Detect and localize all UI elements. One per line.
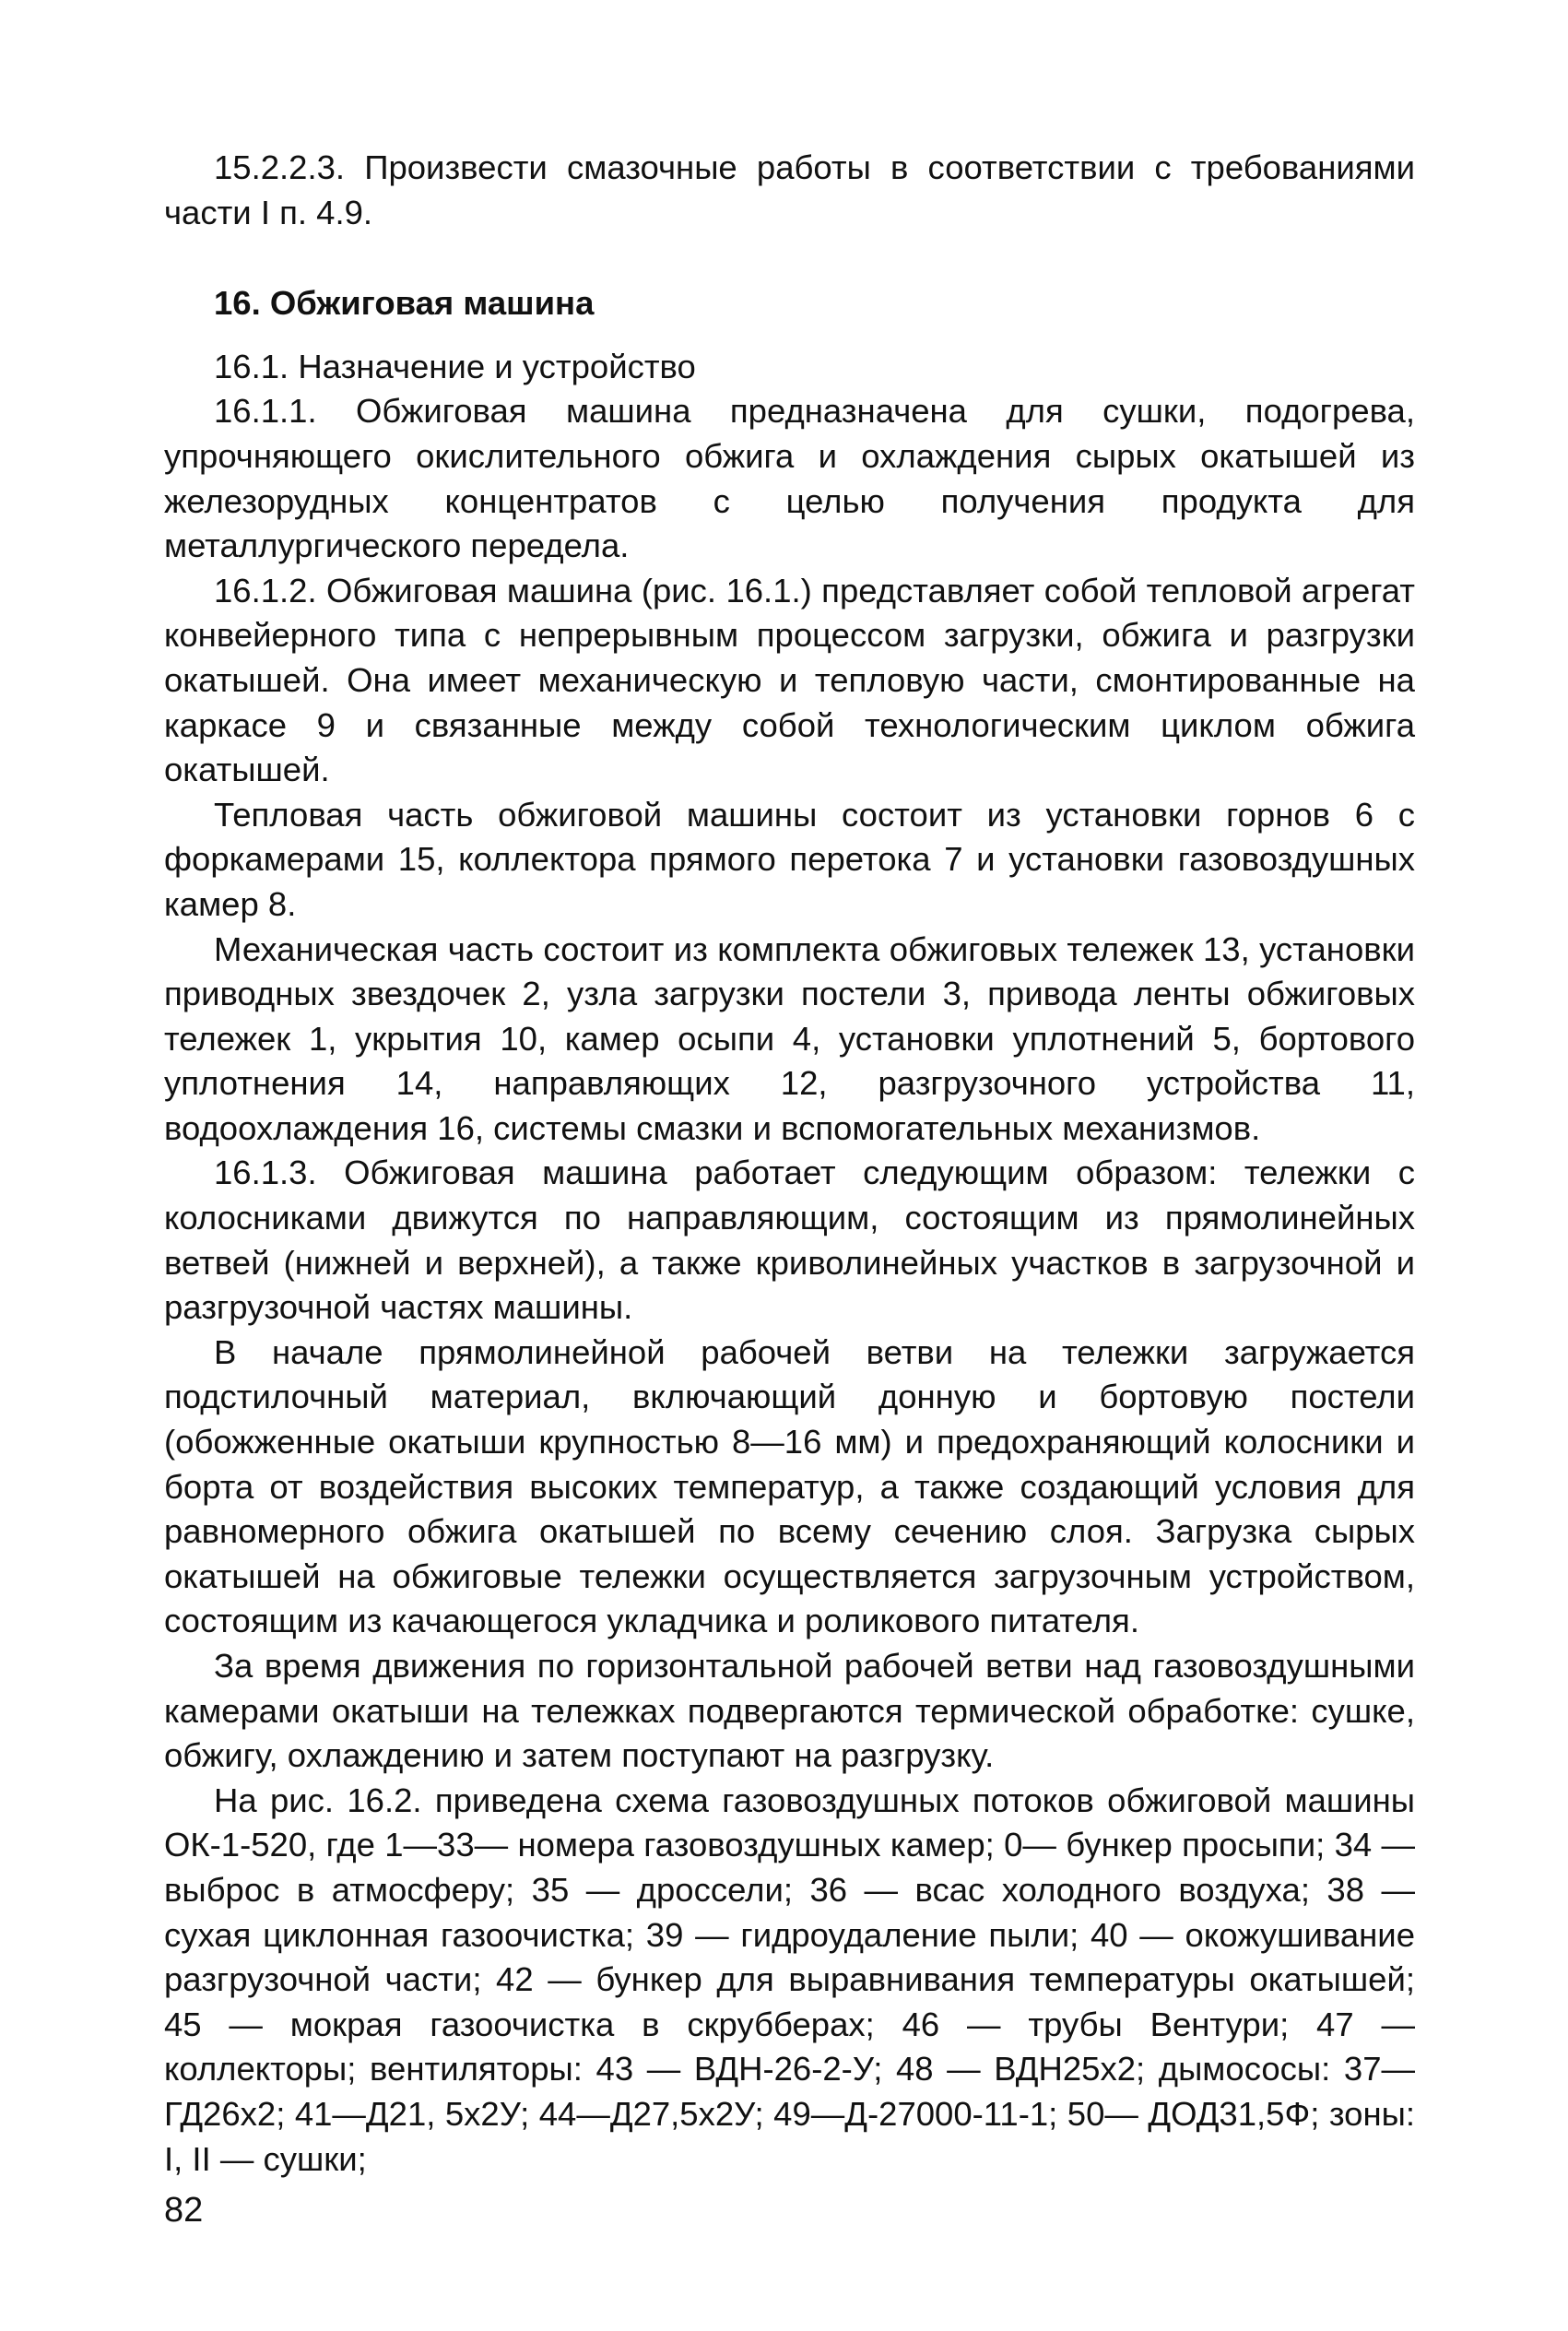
paragraph-16-1-1: 16.1.1. Обжиговая машина предназначена для сушки, подогрева, упрочняющего окислительного обжига и охлаждения сырых окатышей из железорудных концентратов с целью получения продукта для металлургического передела. bbox=[164, 392, 1415, 565]
page-number: 82 bbox=[164, 2191, 204, 2230]
paragraph-heat-treatment: За время движения по горизонтальной рабочей ветви над газовоздушными камерами окатыши на тележках подвергаются термической обработке: сушке, обжигу, охлаждению и затем поступают на разгрузку. bbox=[164, 1647, 1415, 1775]
section-heading-16: 16. Обжиговая машина bbox=[214, 284, 595, 323]
paragraph-thermal-part: Тепловая часть обжиговой машины состоит из установки горнов 6 с форкамерами 15, коллектора прямого перетока 7 и установки газовоздушных камер 8. bbox=[164, 795, 1415, 923]
subsection-heading-16-1: 16.1. Назначение и устройство bbox=[214, 347, 696, 385]
paragraph-bedding-load: В начале прямолинейной рабочей ветви на тележки загружается подстилочный материал, включающий донную и бортовую постели (обожженные окатыши крупностью 8—16 мм) и предохраняющий колосники и борта от воздействия высоких температур, а также создающий условия для равномерного обжига окатышей по всему сечению слоя. Загрузка сырых окатышей на обжиговые тележки осуществляется загрузочным устройством, состоящим из качающегося укладчика и роликового питателя. bbox=[164, 1332, 1415, 1640]
paragraph-16-1-3: 16.1.3. Обжиговая машина работает следующим образом: тележки с колосниками движутся по направляющим, состоящим из прямолинейных ветвей (нижней и верхней), а также криволинейных участков в загрузочной и разгрузочной частях машины. bbox=[164, 1154, 1415, 1327]
paragraph-15-2-2-3: 15.2.2.3. Произвести смазочные работы в соответствии с требованиями части I п. 4.9. bbox=[164, 148, 1415, 231]
paragraph-mechanical-part: Механическая часть состоит из комплекта обжиговых тележек 13, установки приводных звездочек 2, узла загрузки постели 3, привода ленты обжиговых тележек 1, укрытия 10, камер осыпи 4, установки уплотнений 5, бортового уплотнения 14, направляющих 12, разгрузочного устройства 11, водоохлаждения 16, системы смазки и вспомогательных механизмов. bbox=[164, 929, 1415, 1147]
paragraph-figure-16-2: На рис. 16.2. приведена схема газовоздушных потоков обжиговой машины ОК-1-520, где 1—33— номера газовоздушных камер; 0— бункер просыпи; 34 — выброс в атмосферу; 35 — дроссели; 36 — всас холодного воздуха; 38 — сухая циклонная газоочистка; 39 — гидроудаление пыли; 40 — окожушивание разгрузочной части; 42 — бункер для выравнивания температуры окатышей; 45 — мокрая газоочистка в скрубберах; 46 — трубы Вентури; 47 — коллекторы; вентиляторы: 43 — ВДН-26-2-У; 48 — ВДН25х2; дымососы: 37—ГД26х2; 41—Д21, 5х2У; 44—Д27,5х2У; 49—Д-27000-11-1; 50— ДОД31,5Ф; зоны: I, II — сушки; bbox=[164, 1781, 1415, 2178]
page-body bbox=[164, 146, 1415, 2182]
paragraph-16-1-2: 16.1.2. Обжиговая машина (рис. 16.1.) представляет собой тепловой агрегат конвейерного типа с непрерывным процессом загрузки, обжига и разгрузки окатышей. Она имеет механическую и тепловую части, смонтированные на каркасе 9 и связанные между собой технологическим циклом обжига окатышей. bbox=[164, 571, 1415, 789]
